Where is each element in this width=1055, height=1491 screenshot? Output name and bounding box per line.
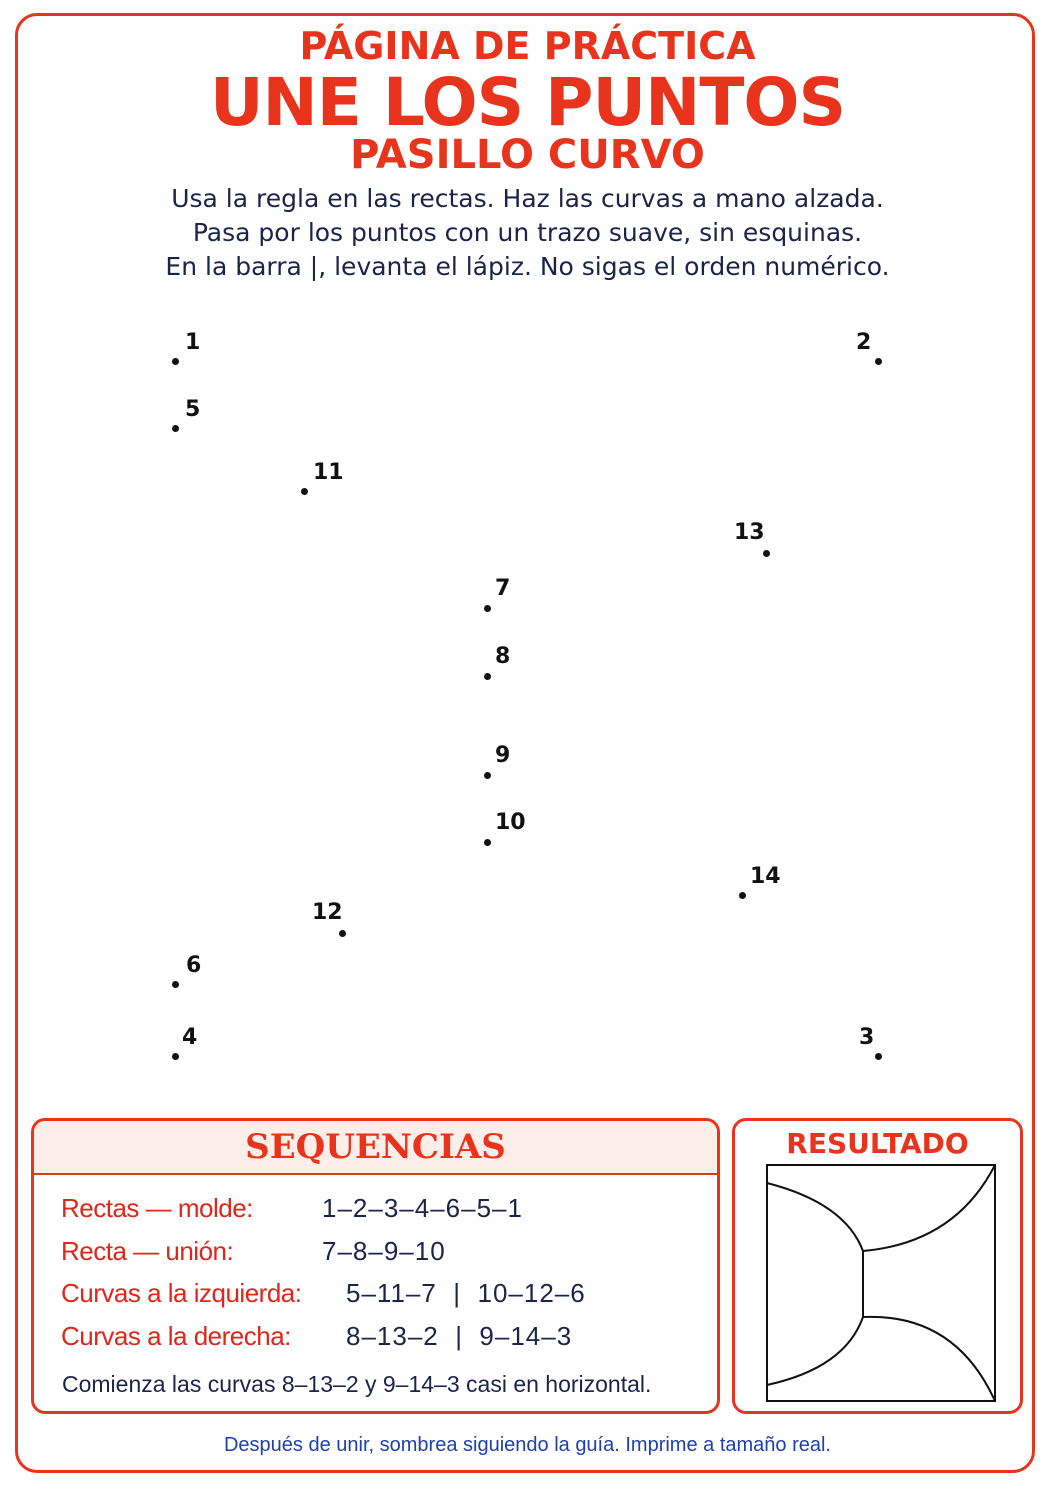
result-curve-right-bottom <box>863 1317 995 1401</box>
dot-label-10: 10 <box>495 810 526 835</box>
dot-14 <box>739 892 746 899</box>
sequence-value: 7–8–9–10 <box>322 1236 446 1266</box>
dot-4 <box>172 1053 179 1060</box>
instruction-line: Usa la regla en las rectas. Haz las curvas a mano alzada. <box>171 184 884 213</box>
dot-label-14: 14 <box>750 864 781 889</box>
dot-label-6: 6 <box>186 953 202 978</box>
sequence-label: Curvas a la derecha: <box>61 1321 291 1351</box>
footer-note: Después de unir, sombrea siguiendo la guía. Imprime a tamaño real. <box>223 1434 831 1456</box>
dot-label-8: 8 <box>495 644 511 669</box>
sequence-value: 8–13–2 | 9–14–3 <box>346 1321 573 1351</box>
dot-3 <box>875 1053 882 1060</box>
dot-11 <box>301 488 308 495</box>
dot-13 <box>763 550 770 557</box>
sequence-value: 5–11–7 | 10–12–6 <box>346 1278 586 1308</box>
dot-7 <box>484 605 491 612</box>
sequences-note: Comienza las curvas 8–13–2 y 9–14–3 casi en horizontal. <box>62 1371 652 1397</box>
title-top: PÁGINA DE PRÁCTICA <box>299 24 756 68</box>
dot-9 <box>484 772 491 779</box>
dot-label-1: 1 <box>185 330 201 355</box>
dot-8 <box>484 673 491 680</box>
dot-label-3: 3 <box>859 1025 875 1050</box>
dot-label-11: 11 <box>313 460 344 485</box>
title-main: UNE LOS PUNTOS <box>209 64 846 141</box>
result-curve-left-bottom <box>767 1317 863 1385</box>
result-title: RESULTADO <box>786 1127 969 1160</box>
dot-label-5: 5 <box>185 397 201 422</box>
result-curve-left-top <box>767 1183 863 1251</box>
sequences-header <box>34 1121 717 1175</box>
dot-label-9: 9 <box>495 743 511 768</box>
sequence-label: Curvas a la izquierda: <box>61 1278 302 1308</box>
sequence-label: Recta — unión: <box>61 1236 234 1266</box>
instruction-line: En la barra |, levanta el lápiz. No sigas el orden numérico. <box>165 252 890 281</box>
sequence-label: Rectas — molde: <box>61 1193 253 1223</box>
dot-2 <box>875 358 882 365</box>
result-curve-right-top <box>863 1165 995 1251</box>
dot-label-2: 2 <box>856 330 872 355</box>
dot-6 <box>172 981 179 988</box>
instruction-line: Pasa por los puntos con un trazo suave, sin esquinas. <box>192 218 863 247</box>
dot-10 <box>484 839 491 846</box>
result-panel <box>732 1118 1023 1414</box>
sequence-value: 1–2–3–4–6–5–1 <box>322 1193 523 1223</box>
result-figure <box>765 1163 997 1403</box>
dot-label-7: 7 <box>495 576 511 601</box>
sequences-title: SEQUENCIAS <box>245 1127 506 1167</box>
dot-label-4: 4 <box>182 1025 198 1050</box>
dot-5 <box>172 425 179 432</box>
dot-label-12: 12 <box>312 900 343 925</box>
dot-12 <box>339 930 346 937</box>
dot-label-13: 13 <box>734 520 765 545</box>
sequences-panel <box>31 1118 720 1414</box>
result-square <box>767 1165 995 1401</box>
dot-1 <box>172 358 179 365</box>
title-sub: PASILLO CURVO <box>350 132 705 178</box>
